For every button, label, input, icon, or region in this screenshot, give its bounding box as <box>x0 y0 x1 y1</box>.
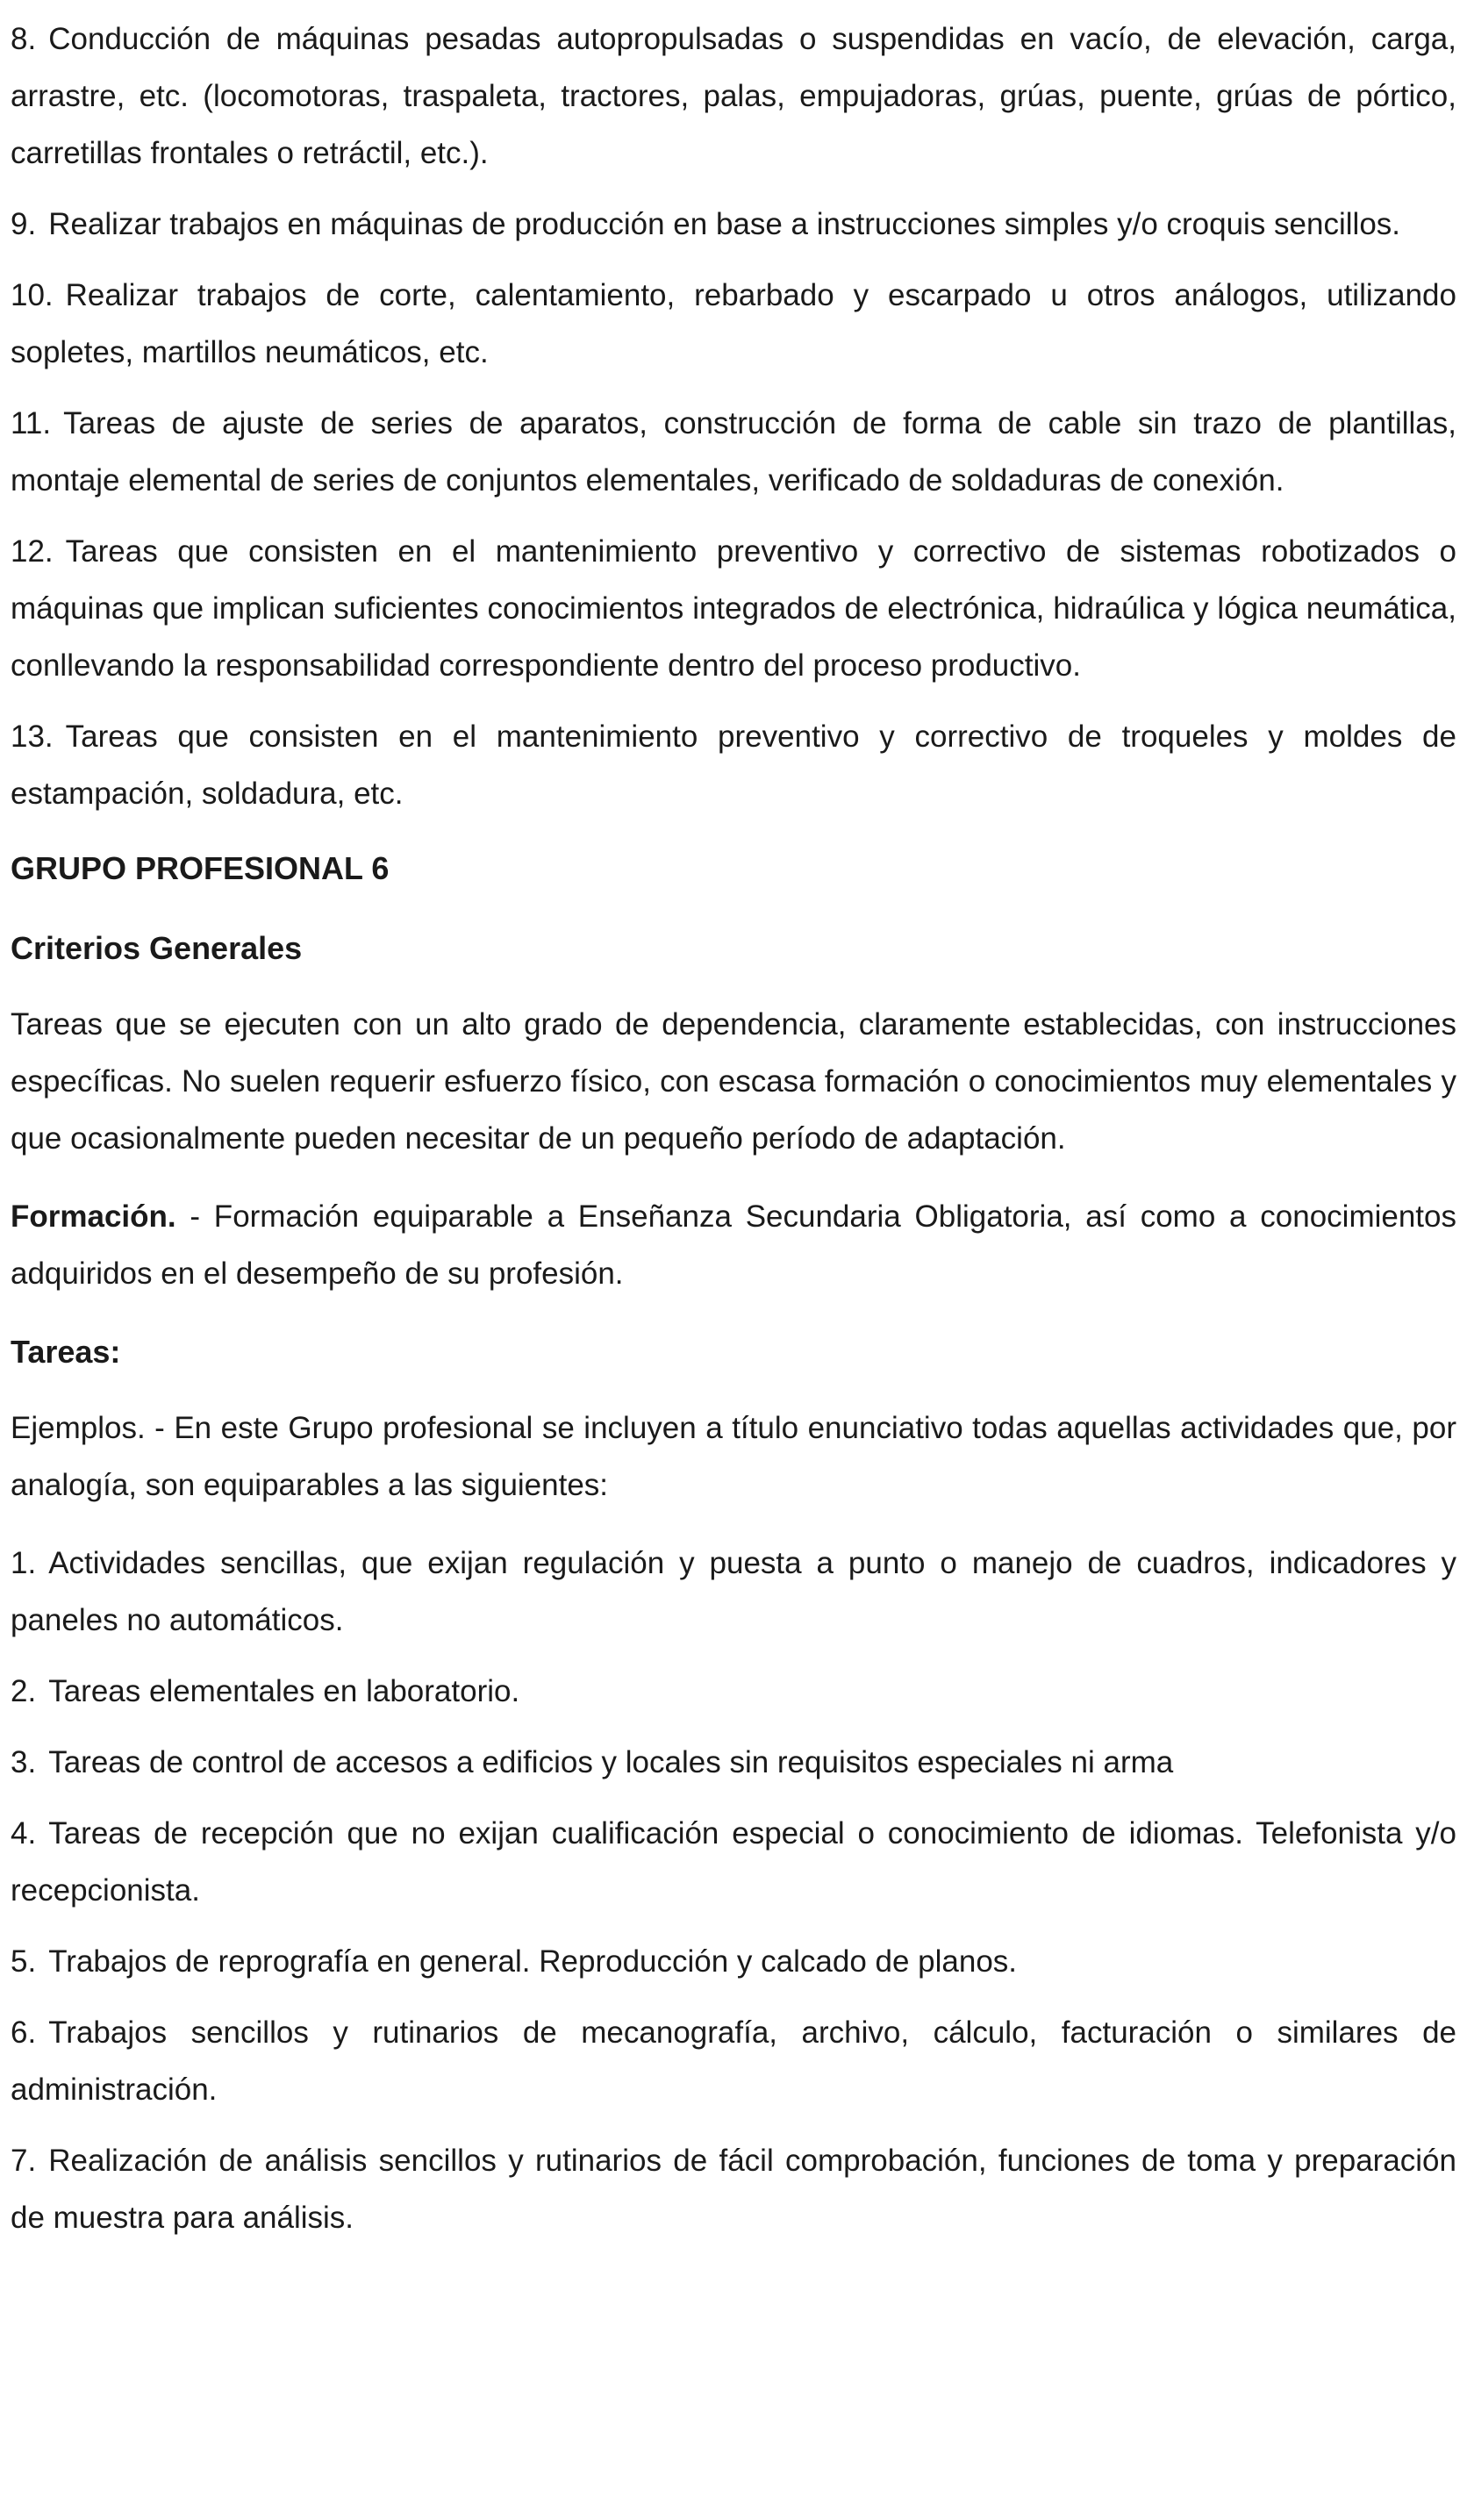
item-text: Realizar trabajos en máquinas de producción en base a instrucciones simples y/o croquis sencillos. <box>48 207 1401 241</box>
list-item <box>11 2004 1456 2118</box>
list-item <box>11 1805 1456 1919</box>
item-text: Tareas de ajuste de series de aparatos, construcción de forma de cable sin trazo de plantillas, montaje elemental de series de conjuntos elementales, verificado de soldaduras de conexión. <box>11 406 1456 498</box>
list-item <box>11 267 1456 381</box>
training-label: Formación. <box>11 1199 176 1234</box>
list-item <box>11 708 1456 822</box>
training-paragraph <box>11 1188 1456 1302</box>
item-text: Trabajos de reprografía en general. Reproducción y calcado de planos. <box>48 1944 1018 1979</box>
item-text: Realización de análisis sencillos y rutinarios de fácil comprobación, funciones de toma y preparación de muestra para análisis. <box>11 2144 1456 2235</box>
list-item <box>11 1535 1456 1649</box>
criteria-text: Tareas que se ejecuten con un alto grado de dependencia, claramente establecidas, con instrucciones específicas. No suelen requerir esfuerzo físico, con escasa formación o conocimientos muy elementales y que ocasionalmente pueden necesitar de un pequeño período de adaptación. <box>11 1007 1456 1156</box>
item-number: 8. <box>11 22 37 56</box>
item-number: 7. <box>11 2144 37 2178</box>
list-item <box>11 196 1456 253</box>
item-text: Tareas que consisten en el mantenimiento preventivo y correctivo de troqueles y moldes de estampación, soldadura, etc. <box>11 719 1456 811</box>
item-number: 3. <box>11 1745 37 1779</box>
previous-items-list <box>11 11 1456 822</box>
item-text: Actividades sencillas, que exijan regulación y puesta a punto o manejo de cuadros, indicadores y paneles no automáticos. <box>11 1546 1456 1637</box>
item-number: 13. <box>11 719 54 754</box>
list-item <box>11 395 1456 509</box>
examples-text: Ejemplos. - En este Grupo profesional se incluyen a título enunciativo todas aquellas actividades que, por analogía, son equiparables a las siguientes: <box>11 1411 1456 1502</box>
list-item <box>11 1734 1456 1791</box>
item-number: 4. <box>11 1816 37 1851</box>
item-number: 5. <box>11 1944 37 1979</box>
item-text: Tareas que consisten en el mantenimiento preventivo y correctivo de sistemas robotizados o máquinas que implican suficientes conocimientos integrados de electrónica, hidraúlica y lógica neumática, conllevando la responsabilidad correspondiente dentro del proceso productivo. <box>11 534 1456 683</box>
tasks-list <box>11 1535 1456 2246</box>
tasks-heading: Tareas: <box>11 1334 121 1370</box>
item-text: Tareas de control de accesos a edificios y locales sin requisitos especiales ni arma <box>48 1745 1174 1779</box>
list-item <box>11 523 1456 694</box>
criteria-heading: Criterios Generales <box>11 930 303 966</box>
list-item <box>11 11 1456 182</box>
list-item <box>11 2132 1456 2246</box>
list-item <box>11 1663 1456 1720</box>
item-number: 1. <box>11 1546 37 1580</box>
item-text: Tareas de recepción que no exijan cualificación especial o conocimiento de idiomas. Telefonista y/o recepcionista. <box>11 1816 1456 1908</box>
item-text: Trabajos sencillos y rutinarios de mecanografía, archivo, cálculo, facturación o similares de administración. <box>11 2015 1456 2107</box>
list-item <box>11 1933 1456 1990</box>
item-text: Realizar trabajos de corte, calentamiento, rebarbado y escarpado u otros análogos, utilizando sopletes, martillos neumáticos, etc. <box>11 278 1456 369</box>
group-title: GRUPO PROFESIONAL 6 <box>11 850 390 886</box>
training-text: - Formación equiparable a Enseñanza Secundaria Obligatoria, así como a conocimientos adquiridos en el desempeño de su profesión. <box>11 1199 1456 1291</box>
item-number: 10. <box>11 278 54 312</box>
item-number: 6. <box>11 2015 37 2050</box>
item-number: 11. <box>11 406 52 440</box>
item-text: Conducción de máquinas pesadas autopropulsadas o suspendidas en vacío, de elevación, carga, arrastre, etc. (locomotoras, traspaleta, tractores, palas, empujadoras, grúas, puente, grúas de pórtico, carretillas frontales o retráctil, etc.). <box>11 22 1456 170</box>
item-number: 2. <box>11 1674 37 1708</box>
item-number: 12. <box>11 534 54 569</box>
item-text: Tareas elementales en laboratorio. <box>48 1674 520 1708</box>
item-number: 9. <box>11 207 37 241</box>
